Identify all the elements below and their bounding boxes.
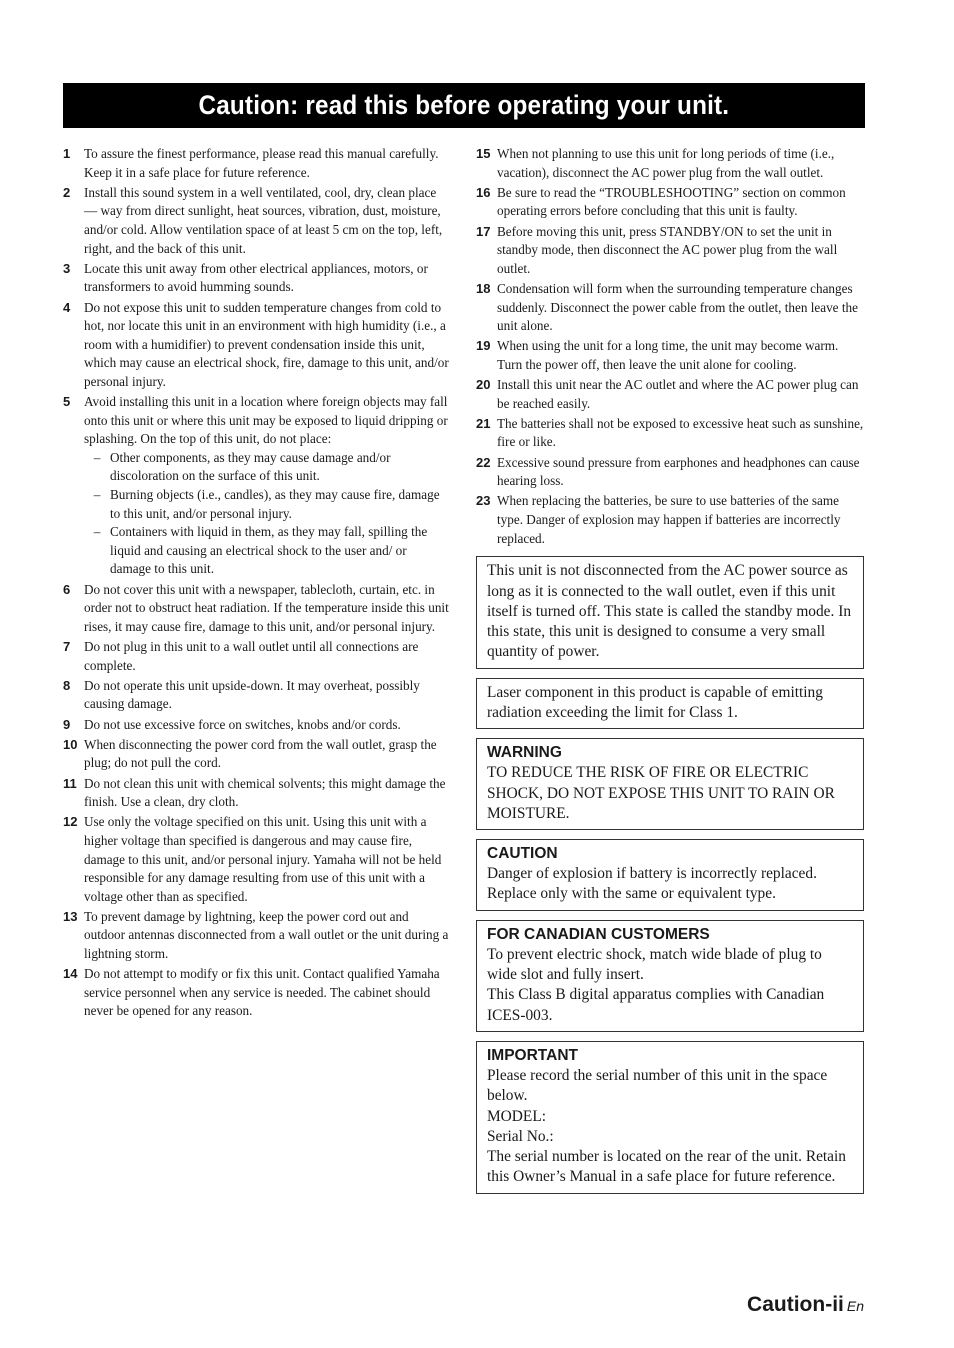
page-footer — [747, 1293, 864, 1317]
item-number: 13 — [63, 908, 78, 924]
item-text: Before moving this unit, press STANDBY/ON to set the unit in standby mode, then disconnect the AC power plug from the wall outlet. — [497, 223, 838, 276]
list-item — [63, 813, 449, 906]
item-number: 21 — [476, 415, 491, 431]
item-number: 15 — [476, 146, 491, 161]
sub-list-item — [84, 449, 449, 486]
item-number: 6 — [63, 581, 71, 597]
sub-list-item — [84, 523, 449, 579]
item-text: Do not attempt to modify or fix this unit. Contact qualified Yamaha service personnel when any service is needed. The cabinet should never be opened for any reason. — [84, 966, 440, 1019]
sub-item-text: Other components, as they may cause damage and/or discoloration on the surface of this unit. — [110, 449, 391, 484]
page-title-bar — [63, 83, 865, 128]
list-item — [63, 260, 449, 297]
list-item — [476, 415, 864, 452]
item-number: 2 — [63, 184, 71, 200]
item-text: Be sure to read the “TROUBLESHOOTING” section on common operating errors before concluding that this unit is faulty. — [497, 184, 846, 219]
dash-bullet: – — [93, 524, 101, 540]
item-text: Do not cover this unit with a newspaper, tablecloth, curtain, etc. in order not to obstruct heat radiation. If the temperature inside this unit rises, it may cause fire, damage to this unit, and/or personal injury. — [84, 581, 449, 634]
list-item — [476, 376, 864, 413]
item-number: 1 — [63, 146, 71, 161]
item-number: 10 — [63, 736, 78, 752]
list-item — [63, 393, 449, 579]
item-text: To assure the finest performance, please read this manual carefully. Keep it in a safe place for future reference. — [84, 146, 439, 180]
list-item — [63, 581, 449, 637]
model-label: MODEL: — [487, 1107, 546, 1125]
list-item — [63, 716, 449, 735]
item-text: Do not use excessive force on switches, knobs and/or cords. — [84, 716, 401, 732]
list-item — [476, 280, 864, 336]
item-text: Avoid installing this unit in a location where foreign objects may fall onto this unit or where this unit may be exposed to liquid dripping or splashing. On the top of this unit, do not place: — [84, 394, 448, 447]
item-number: 3 — [63, 260, 71, 276]
item-number: 4 — [63, 299, 71, 315]
dash-bullet: – — [93, 487, 101, 503]
item-number: 12 — [63, 814, 78, 830]
item-number: 14 — [63, 966, 78, 982]
standby-notice-text: This unit is not disconnected from the AC power source as long as it is connected to the wall outlet, even if this unit itself is turned off. This state is called the standby mode. In this state, this unit is designed to consume a very small quantity of power. — [487, 562, 852, 661]
item-text: Do not operate this unit upside-down. It may overheat, possibly causing damage. — [84, 677, 420, 712]
item-number: 11 — [63, 775, 77, 791]
page-title: Caution: read this before operating your unit. — [198, 90, 730, 120]
item-text: When replacing the batteries, be sure to use batteries of the same type. Danger of explosion may happen if batteries are incorrectly replaced. — [497, 493, 841, 546]
item-number: 7 — [63, 639, 71, 654]
item-body — [84, 393, 449, 579]
item-text: To prevent damage by lightning, keep the power cord out and outdoor antennas disconnected from a wall outlet or the unit during a lightning storm. — [84, 908, 449, 962]
item-text: When not planning to use this unit for long periods of time (i.e., vacation), disconnect the AC power plug from the wall outlet. — [497, 146, 835, 180]
canadian-customers-box — [476, 920, 864, 1032]
list-item — [63, 299, 449, 392]
item-text: When using the unit for a long time, the unit may become warm. Turn the power off, then leave the unit alone for cooling. — [497, 338, 839, 372]
warning-text: TO REDUCE THE RISK OF FIRE OR ELECTRIC SHOCK, DO NOT EXPOSE THIS UNIT TO RAIN OR MOISTURE. — [487, 764, 835, 822]
serial-location-text: The serial number is located on the rear of the unit. Retain this Owner’s Manual in a safe place for future reference. — [487, 1148, 846, 1186]
laser-notice-text: Laser component in this product is capable of emitting radiation exceeding the limit for Class 1. — [487, 683, 823, 721]
item-text: Install this unit near the AC outlet and where the AC power plug can be reached easily. — [497, 377, 859, 411]
item-number: 17 — [476, 223, 491, 239]
warning-heading: WARNING — [487, 744, 562, 762]
caution-box — [476, 839, 864, 911]
item-text: The batteries shall not be exposed to excessive heat such as sunshine, fire or like. — [497, 415, 864, 450]
list-item — [63, 908, 449, 964]
caution-heading: CAUTION — [487, 845, 558, 863]
item-number: 16 — [476, 184, 491, 200]
item-text: Do not expose this unit to sudden temperature changes from cold to hot, nor locate this unit in an environment with high humidity (i.e., a room with a humidifier) to prevent condensation inside this unit, which may cause an electrical shock, fire, damage to this unit, and/or personal injury. — [84, 299, 449, 389]
list-item — [63, 736, 449, 773]
canadian-customers-heading: FOR CANADIAN CUSTOMERS — [487, 925, 710, 943]
canadian-ices-text: This Class B digital apparatus complies with Canadian ICES-003. — [487, 986, 825, 1024]
list-item — [63, 145, 449, 182]
warning-box — [476, 738, 864, 830]
item-number: 23 — [476, 493, 491, 509]
item-number: 8 — [63, 677, 71, 693]
laser-notice-box — [476, 678, 864, 730]
list-item — [476, 223, 864, 279]
dash-bullet: – — [93, 449, 101, 465]
item-text: Excessive sound pressure from earphones and headphones can cause hearing loss. — [497, 454, 860, 489]
standby-notice-box — [476, 556, 864, 668]
list-item — [63, 775, 449, 812]
list-item — [63, 965, 449, 1021]
item-text: Do not plug in this unit to a wall outlet until all connections are complete. — [84, 639, 419, 673]
serial-number-label: Serial No.: — [487, 1127, 554, 1145]
item-number: 20 — [476, 377, 491, 393]
item-number: 5 — [63, 394, 71, 410]
list-item — [63, 677, 449, 714]
important-box — [476, 1041, 864, 1194]
list-item — [476, 454, 864, 491]
list-item — [476, 184, 864, 221]
list-item — [63, 638, 449, 675]
item-text: Use only the voltage specified on this unit. Using this unit with a higher voltage than specified is dangerous and may cause fire, damage to this unit, and/or personal injury. Yamaha will not be held responsible for any damage resulting from use of this unit with a voltage other than as specified. — [84, 814, 442, 904]
language-code: En — [846, 1298, 864, 1314]
item-text: When disconnecting the power cord from the wall outlet, grasp the plug; do not pull the cord. — [84, 736, 437, 771]
item-number: 19 — [476, 338, 491, 354]
page-number-label: Caution-ii — [747, 1293, 844, 1316]
list-item — [476, 492, 864, 548]
sub-item-text: Containers with liquid in them, as they may fall, spilling the liquid and causing an electrical shock to the user and/ or damage to this unit. — [110, 524, 428, 577]
canadian-shock-text: To prevent electric shock, match wide blade of plug to wide slot and fully insert. — [487, 945, 822, 984]
caution-text: Danger of explosion if battery is incorrectly replaced. Replace only with the same or equivalent type. — [487, 865, 817, 903]
sub-list-item — [84, 486, 449, 523]
item-text: Condensation will form when the surrounding temperature changes suddenly. Disconnect the power cable from the outlet, then leave the unit alone. — [497, 280, 858, 334]
important-heading: IMPORTANT — [487, 1046, 578, 1064]
serial-instruction-text: Please record the serial number of this unit in the space below. — [487, 1066, 828, 1105]
list-item — [476, 337, 864, 374]
item-number: 22 — [476, 454, 491, 470]
list-item — [476, 145, 864, 182]
left-column — [63, 145, 449, 1023]
sub-item-text: Burning objects (i.e., candles), as they may cause fire, damage to this unit, and/or personal injury. — [110, 487, 440, 521]
item-number: 9 — [63, 716, 71, 732]
list-item — [63, 184, 449, 258]
item-number: 18 — [476, 280, 491, 296]
item-text: Install this sound system in a well ventilated, cool, dry, clean place — way from direct sunlight, heat sources, vibration, dust, moisture, and/or cold. Allow ventilation space of at least 5 cm on the top, left, right, and the back of this unit. — [84, 184, 443, 256]
item-text: Locate this unit away from other electrical appliances, motors, or transformers to avoid humming sounds. — [84, 260, 428, 295]
right-column — [476, 145, 864, 1194]
item-text: Do not clean this unit with chemical solvents; this might damage the finish. Use a clean, dry cloth. — [84, 775, 446, 810]
